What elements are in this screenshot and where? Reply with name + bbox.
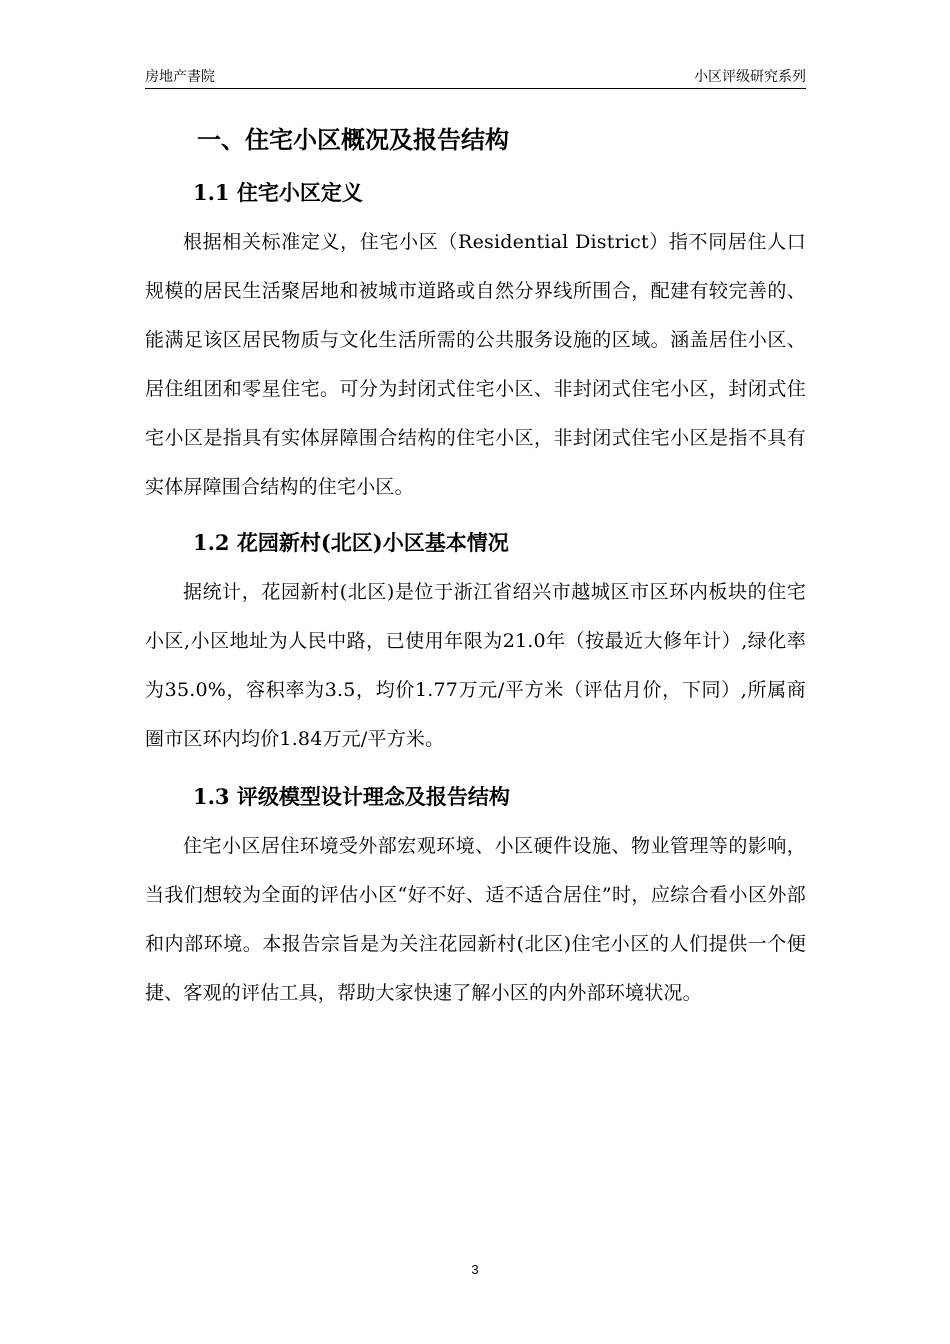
section-title-definition: 1.1 住宅小区定义 (193, 180, 363, 205)
section-paragraph-basic-info: 据统计，花园新村(北区)是位于浙江省绍兴市越城区市区环内板块的住宅小区,小区地址为人民中路，已使用年限为21.0年（按最近大修年计）,绿化率为35.0%，容积率为3.5，均价1.77万元/平方米（评估月价，下同）,所属商圈市区环内均价1.84万元/平方米。 (145, 581, 806, 750)
header-series-title: 小区评级研究系列 (694, 68, 806, 84)
chapter-title: 一、住宅小区概况及报告结构 (197, 125, 509, 154)
header-divider (145, 88, 806, 89)
section-paragraph-rating-model: 住宅小区居住环境受外部宏观环境、小区硬件设施、物业管理等的影响，当我们想较为全面的评估小区“好不好、适不适合居住”时，应综合看小区外部和内部环境。本报告宗旨是为关注花园新村(北区)住宅小区的人们提供一个便捷、客观的评估工具，帮助大家快速了解小区的内外部环境状况。 (145, 835, 806, 1004)
page-body (145, 112, 806, 1018)
section-title-basic-info: 1.2 花园新村(北区)小区基本情况 (193, 530, 509, 555)
section-paragraph-definition: 根据相关标准定义，住宅小区（Residential District）指不同居住人口规模的居民生活聚居地和被城市道路或自然分界线所围合，配建有较完善的、能满足该区居民物质与文化生活所需的公共服务设施的区域。涵盖居住小区、居住组团和零星住宅。可分为封闭式住宅小区、非封闭式住宅小区，封闭式住宅小区是指具有实体屏障围合结构的住宅小区，非封闭式住宅小区是指不具有实体屏障围合结构的住宅小区。 (145, 231, 806, 498)
page-header (145, 62, 806, 90)
section-title-rating-model: 1.3 评级模型设计理念及报告结构 (193, 784, 510, 809)
page-number: 3 (471, 1262, 479, 1277)
header-publisher: 房地产書院 (145, 68, 215, 84)
